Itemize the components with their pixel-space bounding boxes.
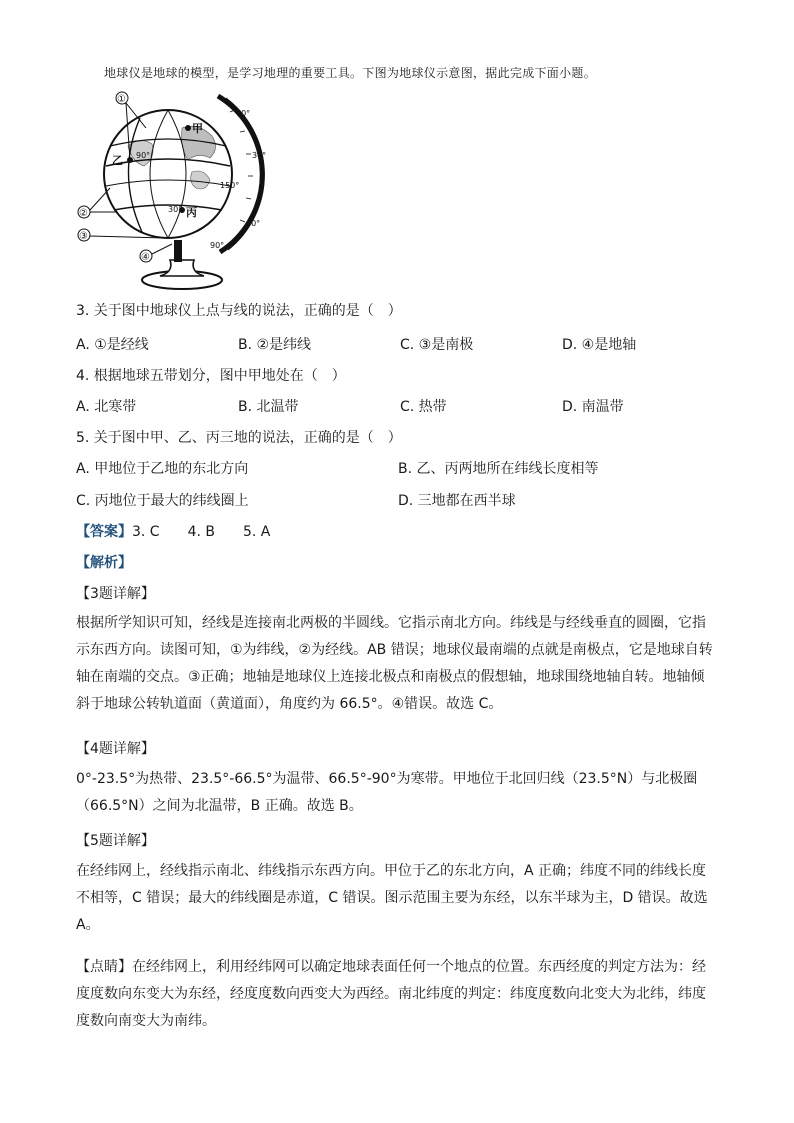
detail-3-text: 根据所学知识可知，经线是连接南北两极的半圆线。它指示南北方向。纬线是与经线垂直的圆圈，它指示东西方向。读图可知，①为纬线，②为经线。AB 错误；地球仪最南端的点就是南极点，它是地球自转轴在南端的交点。③正确；地轴是地球仪上连接北极点和南极点的假想轴，地球围绕地轴自转。地轴倾斜于地球公转轨道面（黄道面），角度约为 66.5°。④错误。故选 C。 xyxy=(76,615,713,712)
q5-option-c: C. 丙地位于最大的纬线圈上 xyxy=(76,493,249,509)
q3-option-b: B. ②是纬线 xyxy=(238,337,312,353)
q5-option-d: D. 三地都在西半球 xyxy=(398,493,516,509)
ring-label-90: 90° xyxy=(210,241,225,250)
analysis-tag: 【解析】 xyxy=(76,555,132,571)
q4-stem: 4. 根据地球五带划分，图中甲地处在（ ） xyxy=(76,368,346,384)
detail-5-text: 在经纬网上，经线指示南北、纬线指示东西方向。甲位于乙的东北方向，A 正确；纬度不同的纬线长度不相等，C 错误；最大的纬线圈是赤道，C 错误。图示范围主要为东经，以东半球为主，D 错误。故选A。 xyxy=(76,863,708,933)
q5-option-b: B. 乙、丙两地所在纬线长度相等 xyxy=(398,461,599,477)
detail-3-tag: 【3题详解】 xyxy=(76,586,155,602)
detail-4-tag: 【4题详解】 xyxy=(76,741,155,757)
tip-text: 在经纬网上，利用经纬网可以确定地球表面任何一个地点的位置。东西经度的判定方法为：经度度数向东变大为东经，经度度数向西变大为西经。南北纬度的判定：纬度度数向北变大为北纬，纬度度数向南变大为南纬。 xyxy=(76,959,706,1029)
degree-label-30: 30° xyxy=(168,205,183,214)
q4-option-b: B. 北温带 xyxy=(238,399,299,415)
q3-stem: 3. 关于图中地球仪上点与线的说法，正确的是（ ） xyxy=(76,303,402,319)
marker-1: ① xyxy=(117,94,126,105)
degree-label-90: 90° xyxy=(136,151,151,160)
q3-option-c: C. ③是南极 xyxy=(400,337,474,353)
q3-option-a: A. ①是经线 xyxy=(76,337,149,353)
tip-tag: 【点睛】 xyxy=(76,959,132,975)
q5-stem: 5. 关于图中甲、乙、丙三地的说法，正确的是（ ） xyxy=(76,430,402,446)
intro-text: 地球仪是地球的模型，是学习地理的重要工具。下图为地球仪示意图，据此完成下面小题。 xyxy=(104,66,597,80)
answer-line xyxy=(76,521,270,541)
globe-figure xyxy=(70,88,280,294)
ring-label-60b: 60° xyxy=(246,219,261,228)
place-yi: 乙 xyxy=(112,154,123,167)
detail-5-tag: 【5题详解】 xyxy=(76,833,155,849)
degree-label-150: 150° xyxy=(220,181,240,190)
q4-option-c: C. 热带 xyxy=(400,399,447,415)
marker-2: ② xyxy=(79,208,88,219)
place-jia: 甲 xyxy=(192,122,203,135)
q5-option-a: A. 甲地位于乙地的东北方向 xyxy=(76,461,249,477)
marker-3: ③ xyxy=(79,231,88,242)
q4-option-a: A. 北寒带 xyxy=(76,399,137,415)
place-bing: 丙 xyxy=(186,206,197,219)
ring-label-60: 60° xyxy=(236,109,251,118)
q3-option-d: D. ④是地轴 xyxy=(562,337,637,353)
marker-4: ④ xyxy=(141,252,150,263)
detail-4-text: 0°-23.5°为热带、23.5°-66.5°为温带、66.5°-90°为寒带。甲地位于北回归线（23.5°N）与北极圈（66.5°N）之间为北温带，B 正确。故选 B。 xyxy=(76,771,698,814)
tip-paragraph xyxy=(76,954,716,1035)
q4-option-d: D. 南温带 xyxy=(562,399,624,415)
ring-label-30: 30° xyxy=(252,151,267,160)
answer-text: 3. C 4. B 5. A xyxy=(132,524,271,540)
answer-tag: 【答案】 xyxy=(76,524,132,540)
